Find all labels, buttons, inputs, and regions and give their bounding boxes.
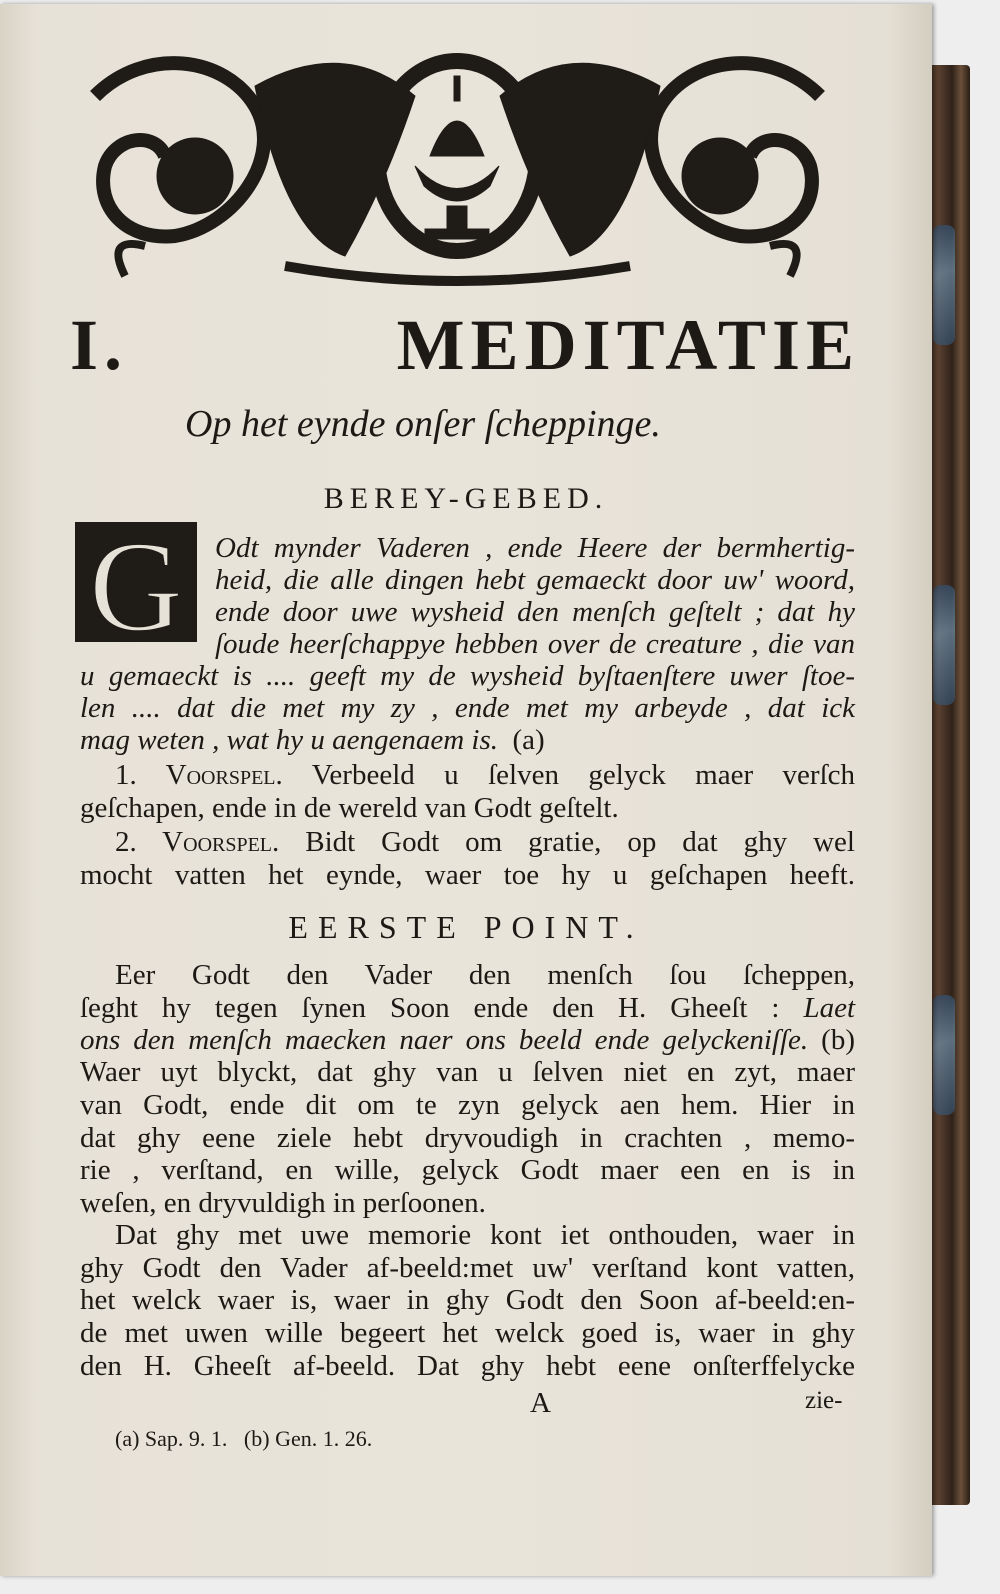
text-line: het welck waer is, waer in ghy Godt den Soon af-beeld:en- [80, 1284, 855, 1316]
text-line: ſeght hy tegen ſynen Soon ende den H. Gheeſt : Laet [80, 992, 856, 1024]
text-line: Dat ghy met uwe memorie kont iet onthouden, waer in [115, 1219, 855, 1251]
page-title: I. MEDITATIE [70, 305, 860, 385]
text-line: rie , verſtand, en wille, gelyck Godt maer een en is in [80, 1154, 855, 1186]
footnotes: (a) Sap. 9. 1. (b) Gen. 1. 26. [115, 1426, 373, 1451]
prelude-line: geſchapen, ende in de wereld van Godt geſtelt. [80, 792, 619, 824]
catchword: zie- [805, 1387, 843, 1414]
text-line: len .... dat die met my zy , ende met my arbeyde , dat ick [80, 692, 855, 724]
footnote-ref: (a) [512, 724, 545, 756]
book-page [0, 4, 932, 1576]
marbled-edge [933, 585, 955, 705]
text-line: heid, die alle dingen hebt gemaeckt door uw' woord, [215, 564, 855, 596]
text-line: ſoude heerſchappye hebben over de creature , die van [215, 628, 855, 660]
prayer-heading: BEREY-GEBED. [323, 482, 609, 515]
prelude-label: 1. Voorspel. [115, 759, 283, 791]
text-line: Eer Godt den Vader den menſch ſou ſcheppen, [115, 959, 855, 991]
text-line: u gemaeckt is .... geeft my de wysheid byſtaenſtere uwer ſtoe- [80, 660, 855, 692]
page-subtitle: Op het eynde onſer ſcheppinge. [185, 403, 661, 445]
text-line: ende door uwe wysheid den menſch geſtelt ; dat hy [215, 596, 855, 628]
drop-cap-initial: G [75, 522, 197, 642]
text-line: weſen, en dryvuldigh in perſoonen. [80, 1187, 486, 1219]
text-line: den H. Gheeſt af-beeld. Dat ghy hebt eene onſterffelycke [80, 1350, 855, 1382]
prelude-line: 1. Voorspel. Verbeeld u ſelven gelyck maer verſch [115, 759, 855, 791]
signature-mark: A [530, 1387, 551, 1419]
footnote-ref: (b) [821, 1024, 855, 1056]
text-line: Waer uyt blyckt, dat ghy van u ſelven niet en zyt, maer [80, 1056, 855, 1088]
text-line: Odt mynder Vaderen , ende Heere der bermhertig- [215, 532, 855, 564]
ornamental-headpiece [85, 36, 830, 286]
prelude-line: 2. Voorspel. Bidt Godt om gratie, op dat ghy wel [115, 826, 855, 858]
prelude-label: 2. Voorspel. [115, 826, 280, 858]
marbled-edge [933, 995, 955, 1115]
text-line: ons den menſch maecken naer ons beeld ende gelyckeniſſe. (b) [80, 1024, 855, 1056]
text-line: mag weten , wat hy u aengenaem is. (a) [80, 724, 545, 756]
prelude-line: mocht vatten het eynde, waer toe hy u geſchapen heeft. [80, 859, 855, 891]
text-line: de met uwen wille begeert het welck goed is, waer in ghy [80, 1317, 855, 1349]
text-line: dat ghy eene ziele hebt dryvoudigh in crachten , memo- [80, 1122, 855, 1154]
text-line: ghy Godt den Vader af-beeld:met uw' verſtand kont vatten, [80, 1252, 855, 1284]
text-line: van Godt, ende dit om te zyn gelyck aen hem. Hier in [80, 1089, 855, 1121]
marbled-edge [933, 225, 955, 345]
section-heading: EERSTE POINT. [288, 909, 644, 945]
